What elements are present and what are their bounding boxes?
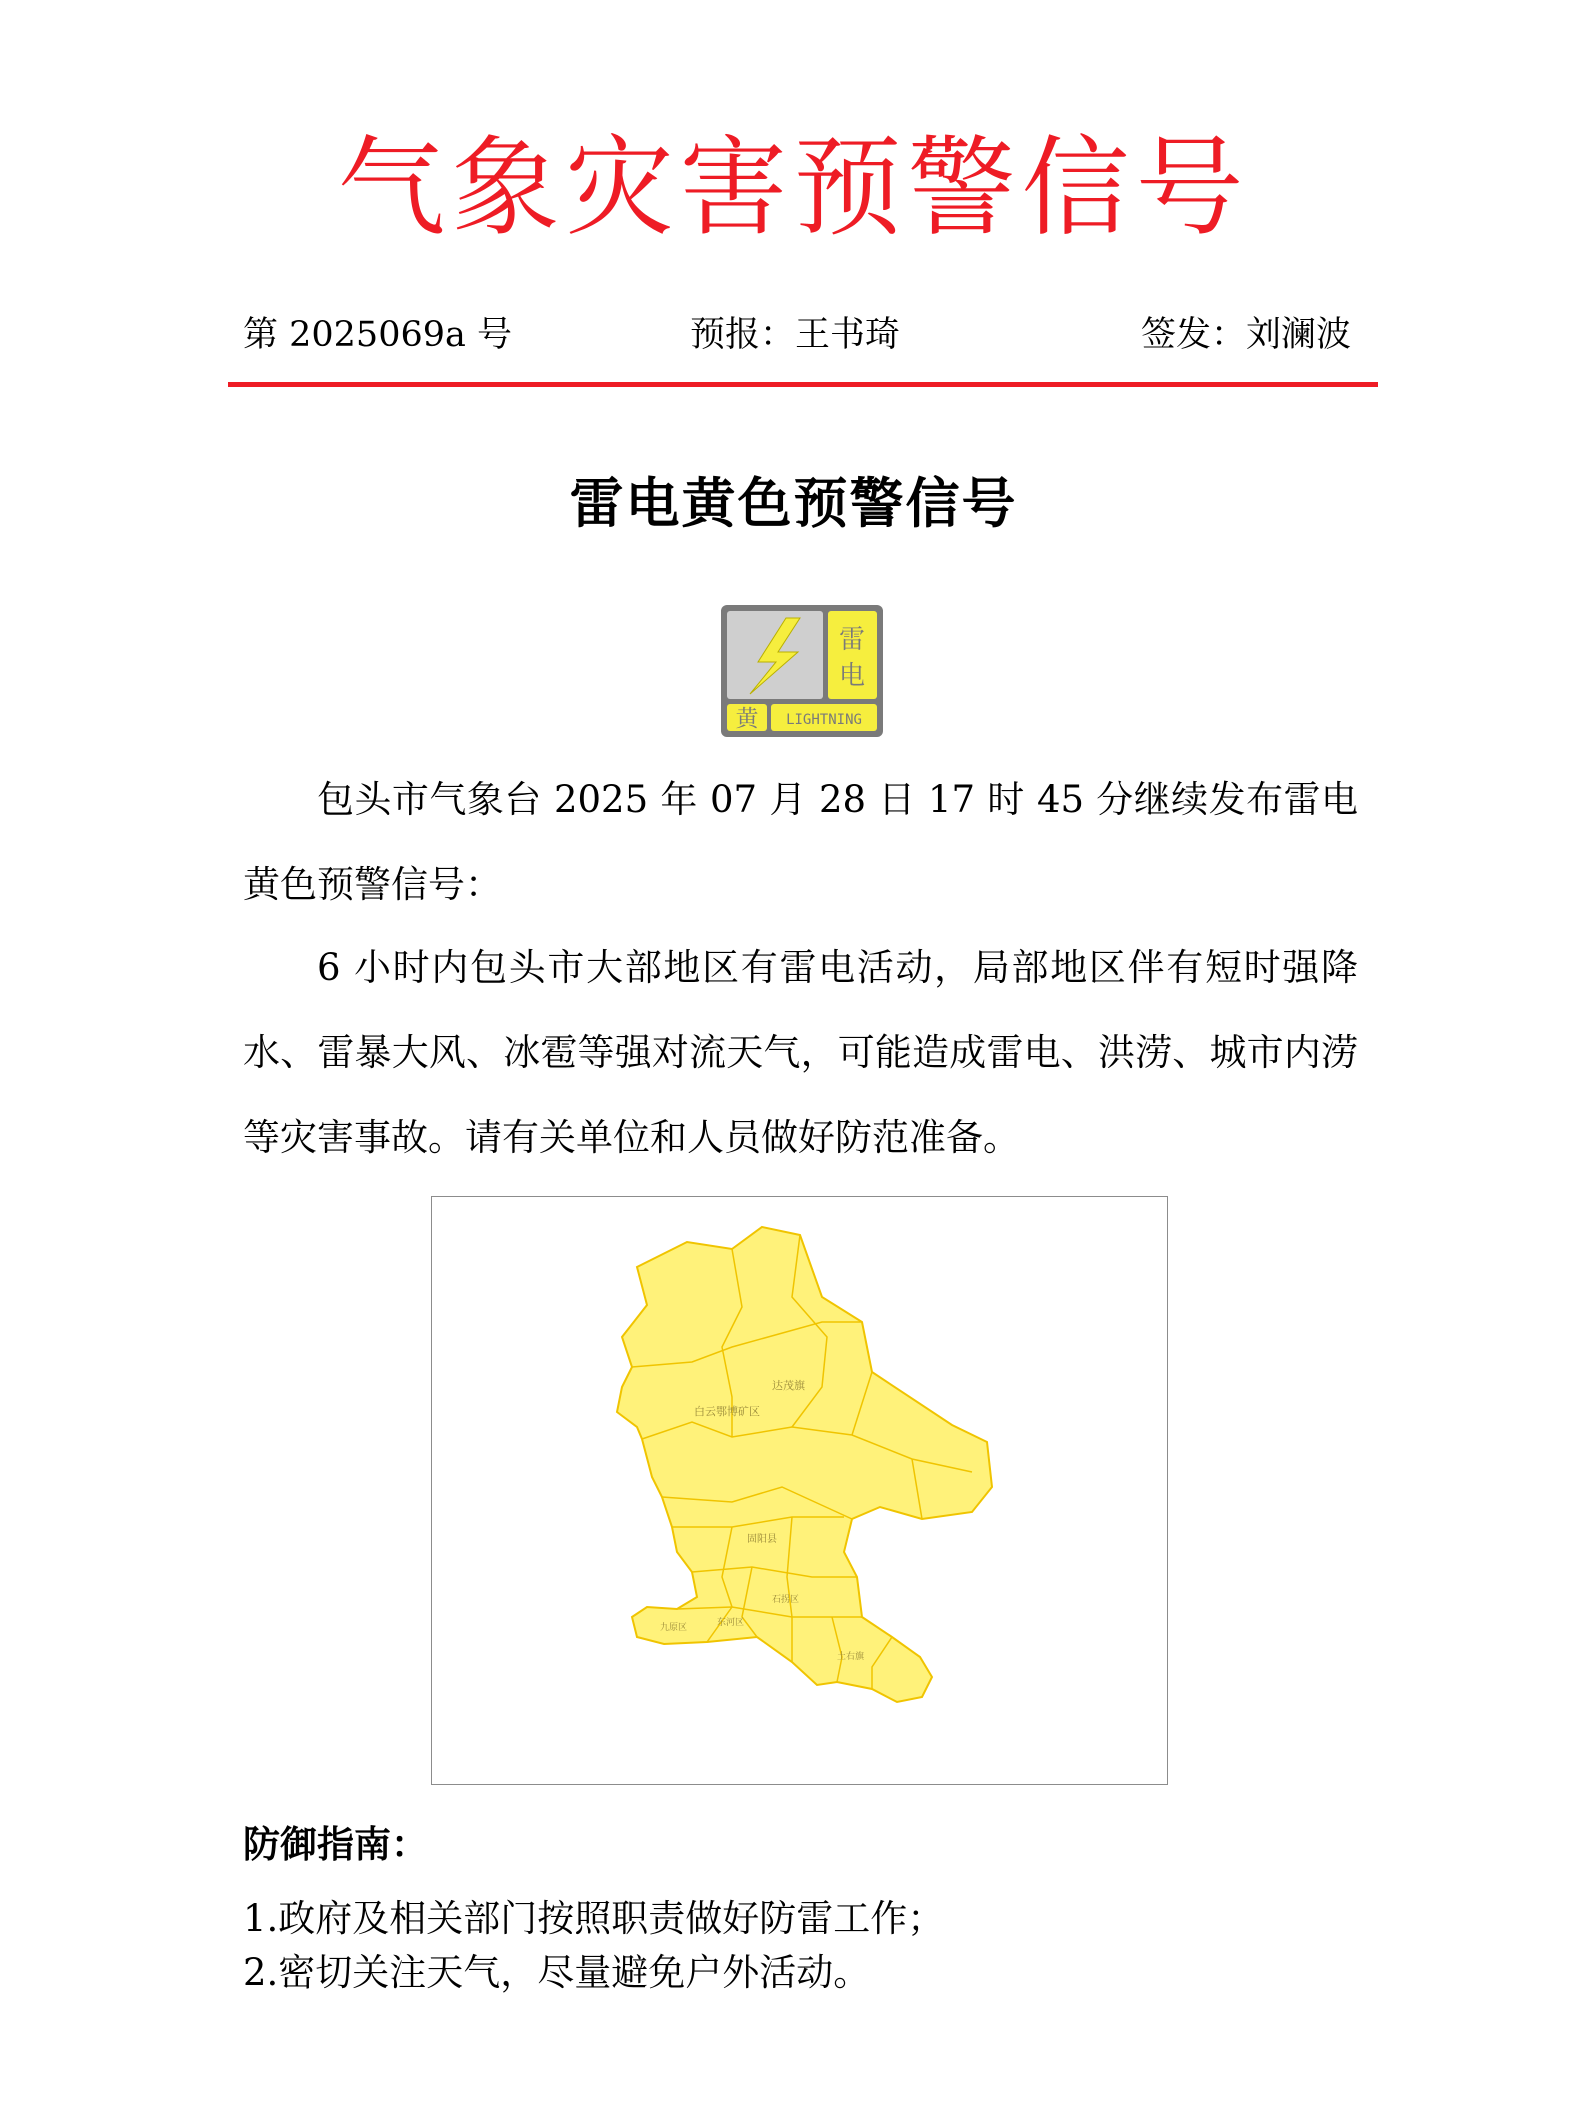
document-title: 气象灾害预警信号 xyxy=(337,126,1250,251)
issue-number: 第 2025069a 号 xyxy=(243,315,512,355)
map-label: 东河区 xyxy=(717,1618,745,1628)
forecaster: 预报：王书琦 xyxy=(690,315,901,355)
map-graphic xyxy=(432,1197,1167,1784)
icon-label-en: LIGHTNING xyxy=(786,712,862,728)
map-label: 九原区 xyxy=(660,1623,688,1633)
map-label: 石拐区 xyxy=(772,1595,800,1605)
map-label: 土右旗 xyxy=(837,1652,865,1662)
defense-guide-heading: 防御指南： xyxy=(243,1823,428,1866)
signer: 签发：刘澜波 xyxy=(1140,315,1351,355)
lightning-yellow-warning-icon xyxy=(720,604,884,738)
icon-label-top: 雷 xyxy=(838,625,866,655)
map-label: 固阳县 xyxy=(747,1534,777,1545)
map-label: 白云鄂博矿区 xyxy=(694,1405,760,1418)
icon-label-color: 黄 xyxy=(735,706,759,732)
body-paragraph-2: 6 小时内包头市大部地区有雷电活动，局部地区伴有短时强降水、雷暴大风、冰雹等强对流天气，可能造成雷电、洪涝、城市内涝等灾害事故。请有关单位和人员做好防范准备。 xyxy=(243,946,1358,1159)
body-paragraph-1: 包头市气象台 2025 年 07 月 28 日 17 时 45 分继续发布雷电黄色预警信号： xyxy=(243,778,1358,906)
defense-guide-item: 2.密切关注天气，尽量避免户外活动。 xyxy=(243,1951,871,1994)
warning-area-map xyxy=(431,1196,1168,1785)
defense-guide-item: 1.政府及相关部门按照职责做好防雷工作； xyxy=(243,1897,945,1940)
warning-title: 雷电黄色预警信号 xyxy=(569,472,1018,535)
icon-label-bottom: 电 xyxy=(838,661,866,691)
header-red-rule xyxy=(228,382,1378,387)
map-label: 达茂旗 xyxy=(772,1379,805,1392)
